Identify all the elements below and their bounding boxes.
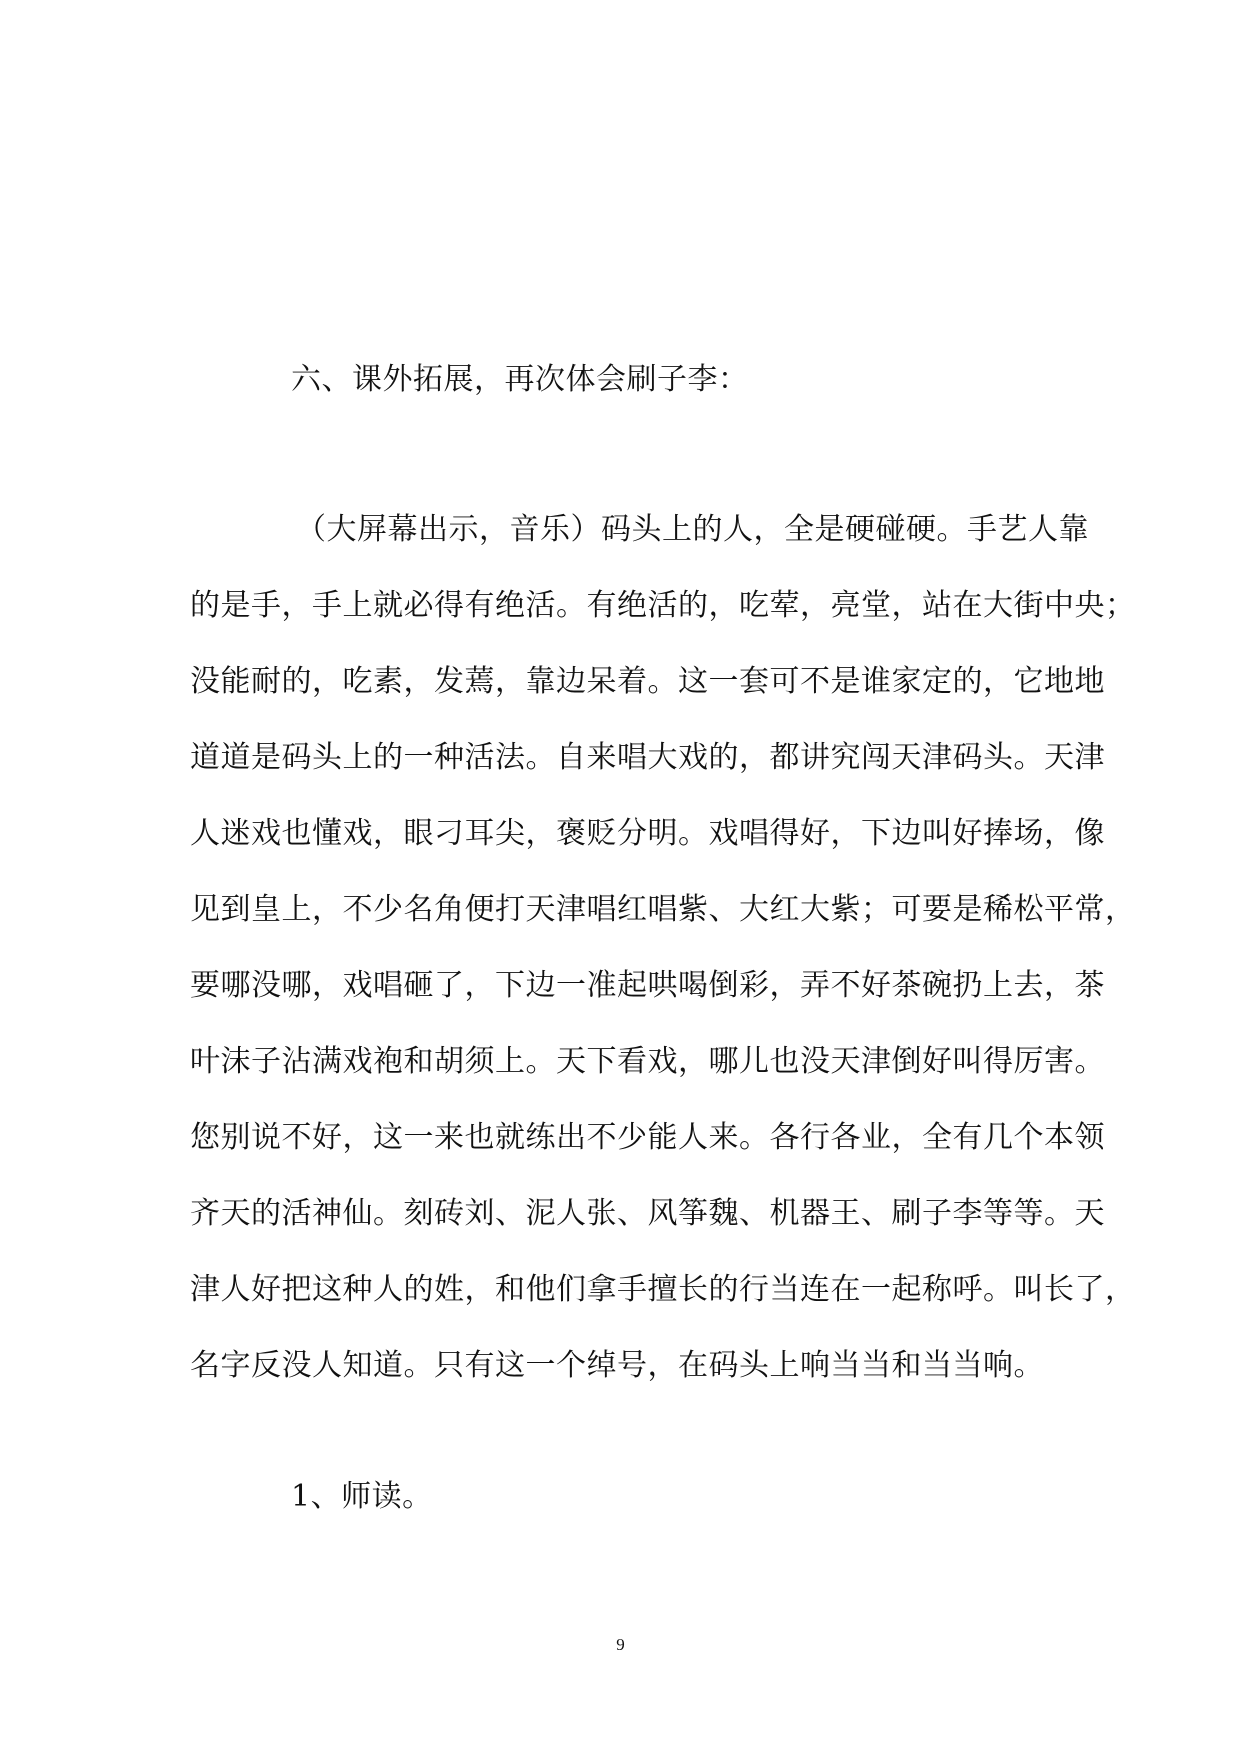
passage-line-4: 道道是码头上的一种活法。自来唱大戏的，都讲究闯天津码头。天津 [190,740,1105,775]
list-item-teacher-reading: 1、师读。 [291,1479,433,1514]
passage-line-10: 齐天的活神仙。刻砖刘、泥人张、风筝魏、机器王、刷子李等等。天 [190,1196,1105,1231]
passage-line-8: 叶沫子沾满戏袍和胡须上。天下看戏，哪儿也没天津倒好叫得厉害。 [190,1044,1105,1079]
passage-line-1: （大屏幕出示，音乐）码头上的人，全是硬碰硬。手艺人靠 [296,512,1089,547]
passage-line-6: 见到皇上，不少名角便打天津唱红唱紫、大红大紫；可要是稀松平常， [190,892,1136,927]
page-number: 9 [616,1635,625,1654]
passage-line-3: 没能耐的，吃素，发蔫，靠边呆着。这一套可不是谁家定的，它地地 [190,664,1105,699]
passage-line-2: 的是手，手上就必得有绝活。有绝活的，吃荤，亮堂，站在大街中央； [190,588,1136,623]
passage-line-7: 要哪没哪，戏唱砸了，下边一准起哄喝倒彩，弄不好茶碗扔上去，茶 [190,968,1105,1003]
section-heading: 六、课外拓展，再次体会刷子李： [291,362,749,397]
passage-line-5: 人迷戏也懂戏，眼刁耳尖，褒贬分明。戏唱得好，下边叫好捧场，像 [190,816,1105,851]
passage-line-9: 您别说不好，这一来也就练出不少能人来。各行各业，全有几个本领 [190,1120,1105,1155]
passage-line-12: 名字反没人知道。只有这一个绰号，在码头上响当当和当当响。 [190,1348,1044,1383]
passage-line-11: 津人好把这种人的姓，和他们拿手擅长的行当连在一起称呼。叫长了， [190,1272,1136,1307]
